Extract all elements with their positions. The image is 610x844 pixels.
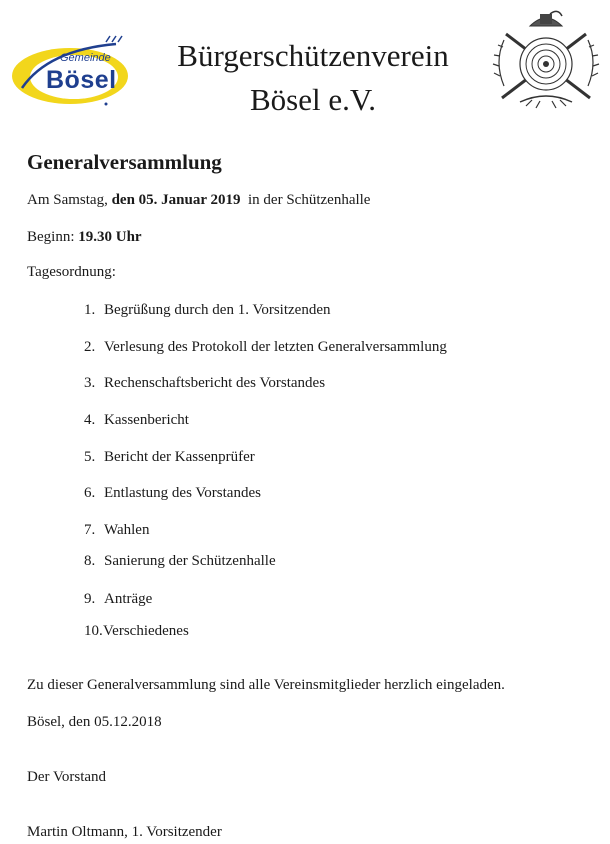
agenda-item-text: Anträge <box>104 591 153 607</box>
date-line <box>27 192 370 209</box>
club-name-line1: Bürgerschützenverein <box>177 38 449 73</box>
agenda-item-text: Wahlen <box>104 522 150 538</box>
agenda-item-number: 5. <box>84 449 96 465</box>
start-time-line <box>27 229 142 246</box>
agenda-label: Tagesordnung: <box>27 264 116 280</box>
agenda-item <box>84 339 447 356</box>
shooting-club-emblem-icon <box>490 6 602 114</box>
agenda-item <box>84 412 189 429</box>
document-title: Generalversammlung <box>27 150 222 174</box>
agenda-item <box>84 553 276 570</box>
agenda-item-text: Kassenbericht <box>104 412 189 428</box>
agenda-item-number: 3. <box>84 375 96 391</box>
place-date: Bösel, den 05.12.2018 <box>27 714 162 730</box>
agenda-item-number: 8. <box>84 553 96 569</box>
agenda-item <box>84 485 261 502</box>
agenda-item-number: 4. <box>84 412 96 428</box>
agenda-item-text: Verlesung des Protokoll der letzten Generalversammlung <box>104 339 447 355</box>
agenda-item-text: Begrüßung durch den 1. Vorsitzenden <box>104 302 331 318</box>
logo-town-name: Bösel <box>46 66 117 94</box>
agenda-item-number: 10. <box>84 623 103 639</box>
agenda-item-number: 1. <box>84 302 96 318</box>
invitation-text: Zu dieser Generalversammlung sind alle Vereinsmitglieder herzlich eingeladen. <box>27 677 505 693</box>
date-line-suffix: in der Schützenhalle <box>240 192 371 208</box>
meeting-date: den 05. Januar 2019 <box>111 192 241 208</box>
date-line-prefix: Am Samstag, <box>27 192 112 208</box>
club-name <box>148 34 478 122</box>
agenda-item-text: Rechenschaftsbericht des Vorstandes <box>104 375 326 391</box>
agenda-item <box>84 449 255 466</box>
municipality-logo <box>8 30 138 110</box>
agenda-item-number: 9. <box>84 591 96 607</box>
agenda-item-text: Sanierung der Schützenhalle <box>104 553 276 569</box>
agenda-item-text: Verschiedenes <box>103 623 189 639</box>
agenda-item <box>84 623 189 640</box>
agenda-item <box>84 522 149 539</box>
club-name-line2: Bösel e.V. <box>249 82 376 117</box>
agenda-item <box>84 302 331 319</box>
signature: Martin Oltmann, 1. Vorsitzender <box>27 824 222 840</box>
agenda-item-number: 2. <box>84 339 96 355</box>
logo-municipality-label: Gemeinde <box>60 52 111 64</box>
agenda-item <box>84 375 325 392</box>
signoff: Der Vorstand <box>27 769 107 785</box>
start-time-label: Beginn: <box>27 229 79 245</box>
agenda-item-number: 6. <box>84 485 96 501</box>
agenda-item-text: Bericht der Kassenprüfer <box>104 449 255 465</box>
agenda-item <box>84 591 152 608</box>
agenda-item-number: 7. <box>84 522 96 538</box>
agenda-item-text: Entlastung des Vorstandes <box>104 485 261 501</box>
start-time: 19.30 Uhr <box>78 229 142 245</box>
